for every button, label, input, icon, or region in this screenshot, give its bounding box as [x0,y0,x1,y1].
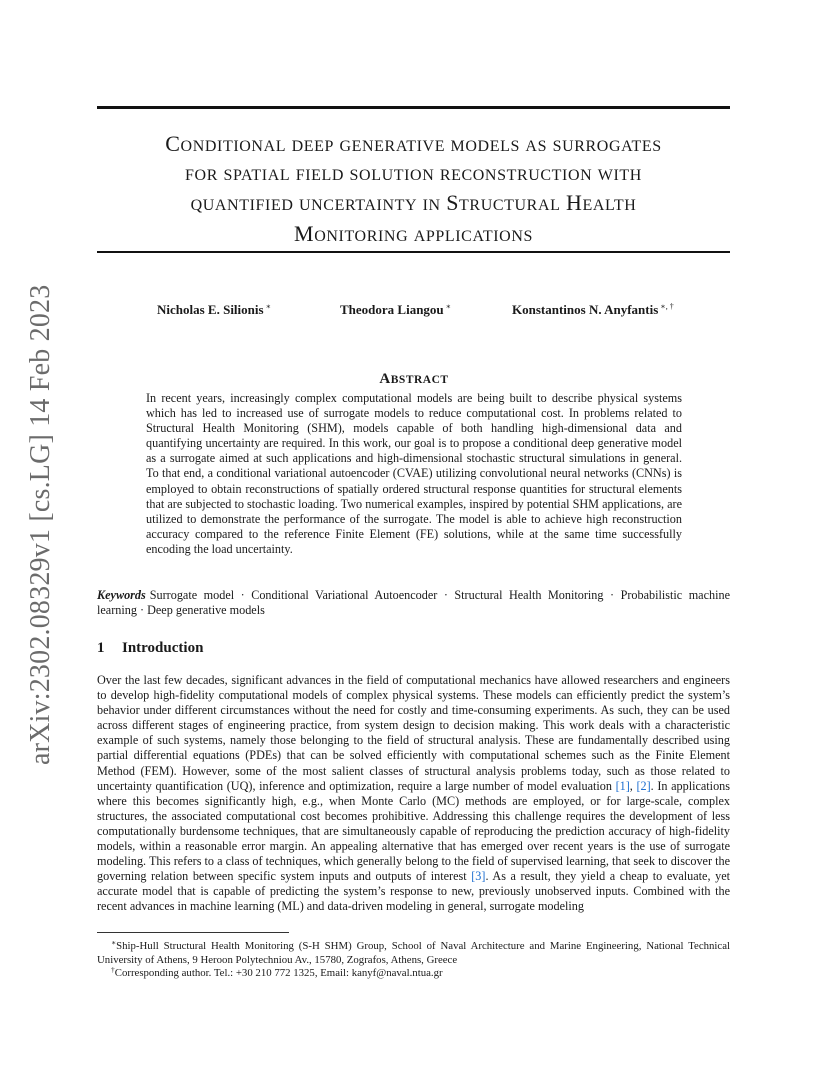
keywords [97,588,730,618]
section-title: Introduction [122,640,204,656]
author-3-marks[interactable]: ∗, † [660,302,674,311]
abstract-heading [0,371,828,388]
footnote-2-mark: † [111,965,115,974]
footnote-2 [97,963,730,981]
author-3-name: Konstantinos N. Anyfantis [512,302,659,317]
intro-citation-separator: , [629,778,637,793]
abstract-text: In recent years, increasingly complex computational models are being built to describe physical systems which has led to increased use of surrogate models to reduce computational cost. In problems related to Structural Health Monitoring (SHM), models capable of both handling high-dimensional data and quantifying uncertainty are required. In this work, our goal is to propose a conditional deep generative model as a surrogate aimed at such applications and high-dimensional stochastic structural simulations in general. To that end, a conditional variational autoencoder (CVAE) utilizing convolutional neural networks (CNNs) is employed to obtain reconstructions of spatially ordered structural response quantities for structural elements that are subjected to stochastic loading. Two numerical examples, inspired by potential SHM applications, are utilized to demonstrate the performance of the surrogate. The model is able to achieve high reconstruction accuracy compared to the reference Finite Element (FE) solutions, while at the same time successfully encoding the load uncertainty. [146,391,682,556]
author-1-name: Nicholas E. Silionis [157,302,264,317]
citation-link-2[interactable]: [2] [636,778,651,793]
author-2-marks[interactable]: ∗ [445,302,452,311]
author-1 [157,302,271,318]
intro-paragraph [97,673,730,915]
citation-link-3[interactable]: [3] [471,869,486,884]
section-number: 1 [97,640,105,656]
title-line-1: CONDITIONAL DEEP GENERATIVE MODELS AS SURROGATES [165,131,662,156]
author-1-marks[interactable]: ∗ [265,302,271,311]
intro-text-2: . In applications where this becomes significantly high, e.g., when Monte Carlo (MC) methods are employed, or for large-scale, complex structures, the associated computational cost becomes prohibitive. Addressing this challenge requires the development of less computationally burdensome techniques, that are simultaneously capable of reproducing the prediction accuracy of high-fidelity models, within a reasonable error margin. An appealing alternative that has emerged over recent years is the use of surrogate modeling. This refers to a class of techniques, which generally belong to the field of supervised learning, that seek to discover the governing relation between specific system inputs and outputs of interest [97,778,730,884]
arxiv-identifier[interactable]: arXiv:2302.08329v1 [cs.LG] 14 Feb 2023 [25,284,56,765]
footnote-rule [97,932,289,933]
citation-link-1[interactable]: [1] [615,778,630,793]
title-line-2: FOR SPATIAL FIELD SOLUTION RECONSTRUCTION WITH [185,166,642,184]
author-2-name: Theodora Liangou [340,302,444,317]
footnote-1-text: Ship-Hull Structural Health Monitoring (S-H SHM) Group, School of Naval Architecture and Marine Engineering, National Technical University of Athens, 9 Heroon Polytechniou Av., 15780, Zografos, Athens, Greece [97,940,730,966]
keywords-label: Keywords [97,588,146,602]
author-2 [340,302,451,318]
keywords-text: Surrogate model · Conditional Variational Autoencoder · Structural Health Monitoring · Probabilistic machine learning · Deep generative models [97,588,730,617]
title-rule-top [97,106,730,109]
author-3 [512,302,674,318]
footnote-1-mark: ∗ [111,938,117,947]
title-line-4: MONITORING APPLICATIONS [294,220,533,246]
abstract-heading-text: ABSTRACT [379,371,449,387]
footnote-2-text: Corresponding author. Tel.: +30 210 772 1325, Email: kanyf@naval.ntua.gr [114,967,443,979]
title-line-3: QUANTIFIED UNCERTAINTY IN STRUCTURAL HEALTH [190,190,637,215]
intro-text-1: Over the last few decades, significant advances in the field of computational mechanics have allowed researchers and engineers to develop high-fidelity computational models of complex physical systems. These models can efficiently predict the system’s behavior under different circumstances without the need for costly and time-consuming experiments. As such, they can be used across different stages of engineering practice, from system design to decision making. This work deals with a characteristic example of such systems, namely those belonging to the field of structural analysis. These are fundamentally described using partial differential equations (PDEs) that can be solved efficiently with computational schemes such as the Finite Element Method (FEM). However, some of the most salient classes of structural analysis problems today, such as those related to uncertainty quantification (UQ), inference and optimization, require a large number of model evaluation [97,673,730,793]
section-heading [97,640,203,657]
title-rule-bottom [97,251,730,253]
intro-text-3: . As a result, they yield a cheap to evaluate, yet accurate model that is capable of predicting the system’s response to new, previously unobserved inputs. Combined with the recent advances in machine learning (ML) and data-driven modeling in general, surrogate modeling [97,869,730,914]
paper-title [97,130,730,250]
